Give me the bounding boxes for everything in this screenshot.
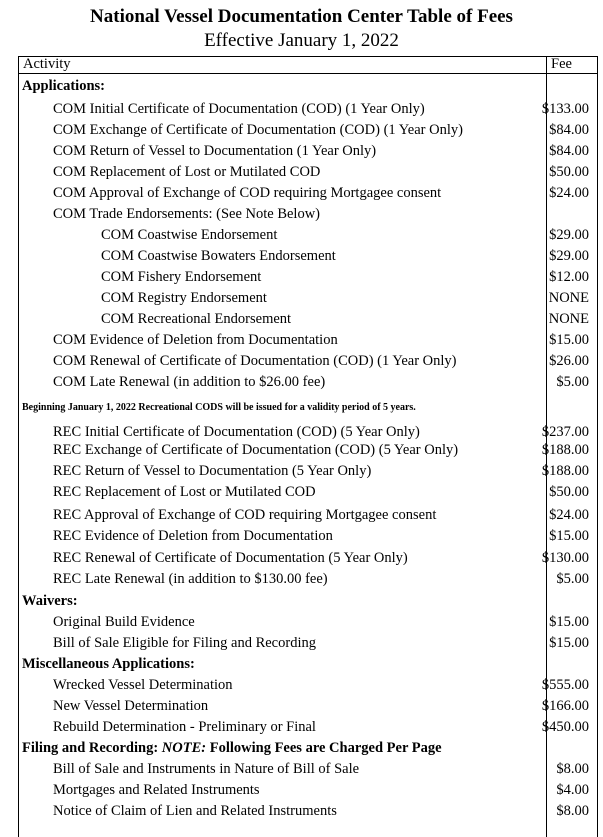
section-heading: Waivers: — [22, 593, 78, 609]
recreational-note: Beginning January 1, 2022 Recreational CODS will be issued for a validity period of 5 years. — [22, 402, 416, 413]
activity-label: COM Initial Certificate of Documentation (COD) (1 Year Only) — [53, 101, 425, 117]
fee-value: $5.00 — [556, 571, 589, 587]
fee-value: $188.00 — [541, 442, 589, 458]
activity-label: REC Approval of Exchange of COD requiring Mortgagee consent — [53, 507, 437, 523]
fee-value: $15.00 — [549, 635, 589, 651]
activity-label: COM Renewal of Certificate of Documentation (COD) (1 Year Only) — [53, 353, 457, 369]
fee-value: $12.00 — [549, 269, 589, 285]
filing-note-label: NOTE: — [161, 740, 207, 756]
activity-label: COM Fishery Endorsement — [101, 269, 262, 285]
activity-label: REC Initial Certificate of Documentation (COD) (5 Year Only) — [53, 424, 420, 440]
fee-value: $555.00 — [541, 677, 589, 693]
fee-value: NONE — [548, 311, 589, 327]
fee-value: $15.00 — [549, 528, 589, 544]
activity-label: COM Coastwise Endorsement — [101, 227, 278, 243]
activity-label: REC Renewal of Certificate of Documentation (5 Year Only) — [53, 550, 408, 566]
fee-value: $84.00 — [549, 122, 589, 138]
fee-value: $29.00 — [549, 248, 589, 264]
activity-label: COM Exchange of Certificate of Documentation (COD) (1 Year Only) — [53, 122, 463, 138]
activity-label: Mortgages and Related Instruments — [53, 782, 260, 798]
activity-label: Bill of Sale and Instruments in Nature of Bill of Sale — [53, 761, 360, 777]
activity-label: Bill of Sale Eligible for Filing and Recording — [53, 635, 316, 651]
fee-value: $26.00 — [549, 353, 589, 369]
activity-label: COM Approval of Exchange of COD requiring Mortgagee consent — [53, 185, 442, 201]
header-divider — [19, 73, 597, 74]
filing-heading-rest: Following Fees are Charged Per Page — [209, 740, 442, 756]
activity-label: COM Return of Vessel to Documentation (1 Year Only) — [53, 143, 377, 159]
fee-value: $50.00 — [549, 484, 589, 500]
activity-label: Original Build Evidence — [53, 614, 195, 630]
activity-column-header: Activity — [23, 56, 71, 72]
section-heading: Applications: — [22, 78, 105, 94]
fee-value: $166.00 — [541, 698, 589, 714]
fee-value: $4.00 — [556, 782, 589, 798]
activity-label: REC Return of Vessel to Documentation (5 Year Only) — [53, 463, 372, 479]
section-heading: Miscellaneous Applications: — [22, 656, 195, 672]
fee-value: $84.00 — [549, 143, 589, 159]
fee-value: NONE — [548, 290, 589, 306]
fee-table — [18, 56, 598, 837]
fee-value: $133.00 — [541, 101, 589, 117]
activity-label: COM Evidence of Deletion from Documentation — [53, 332, 338, 348]
fee-value: $130.00 — [541, 550, 589, 566]
fee-column-header: Fee — [551, 56, 572, 72]
fee-value: $450.00 — [541, 719, 589, 735]
activity-label: REC Exchange of Certificate of Documentation (COD) (5 Year Only) — [53, 442, 459, 458]
activity-label: Rebuild Determination - Preliminary or Final — [53, 719, 316, 735]
activity-label: REC Evidence of Deletion from Documentation — [53, 528, 333, 544]
page-subtitle: Effective January 1, 2022 — [204, 30, 399, 51]
fee-value: $8.00 — [556, 803, 589, 819]
activity-label: REC Replacement of Lost or Mutilated COD — [53, 484, 316, 500]
fee-value: $24.00 — [549, 185, 589, 201]
activity-label: COM Recreational Endorsement — [101, 311, 292, 327]
filing-heading: Filing and Recording: — [22, 740, 159, 756]
activity-label: COM Replacement of Lost or Mutilated COD — [53, 164, 321, 180]
fee-value: $8.00 — [556, 761, 589, 777]
fee-value: $24.00 — [549, 507, 589, 523]
activity-label: Notice of Claim of Lien and Related Instruments — [53, 803, 337, 819]
activity-label: Wrecked Vessel Determination — [53, 677, 233, 693]
fee-value: $50.00 — [549, 164, 589, 180]
fee-value: $237.00 — [541, 424, 589, 440]
activity-label: COM Coastwise Bowaters Endorsement — [101, 248, 336, 264]
section-heading — [22, 739, 442, 757]
fee-value: $5.00 — [556, 374, 589, 390]
activity-label: New Vessel Determination — [53, 698, 209, 714]
fee-value: $15.00 — [549, 332, 589, 348]
activity-label: COM Trade Endorsements: (See Note Below) — [53, 206, 321, 222]
fee-value: $188.00 — [541, 463, 589, 479]
activity-label: COM Registry Endorsement — [101, 290, 267, 306]
activity-label: COM Late Renewal (in addition to $26.00 fee) — [53, 374, 326, 390]
fee-value: $29.00 — [549, 227, 589, 243]
fee-value: $15.00 — [549, 614, 589, 630]
activity-label: REC Late Renewal (in addition to $130.00 fee) — [53, 571, 328, 587]
page-title: National Vessel Documentation Center Table of Fees — [90, 6, 513, 27]
